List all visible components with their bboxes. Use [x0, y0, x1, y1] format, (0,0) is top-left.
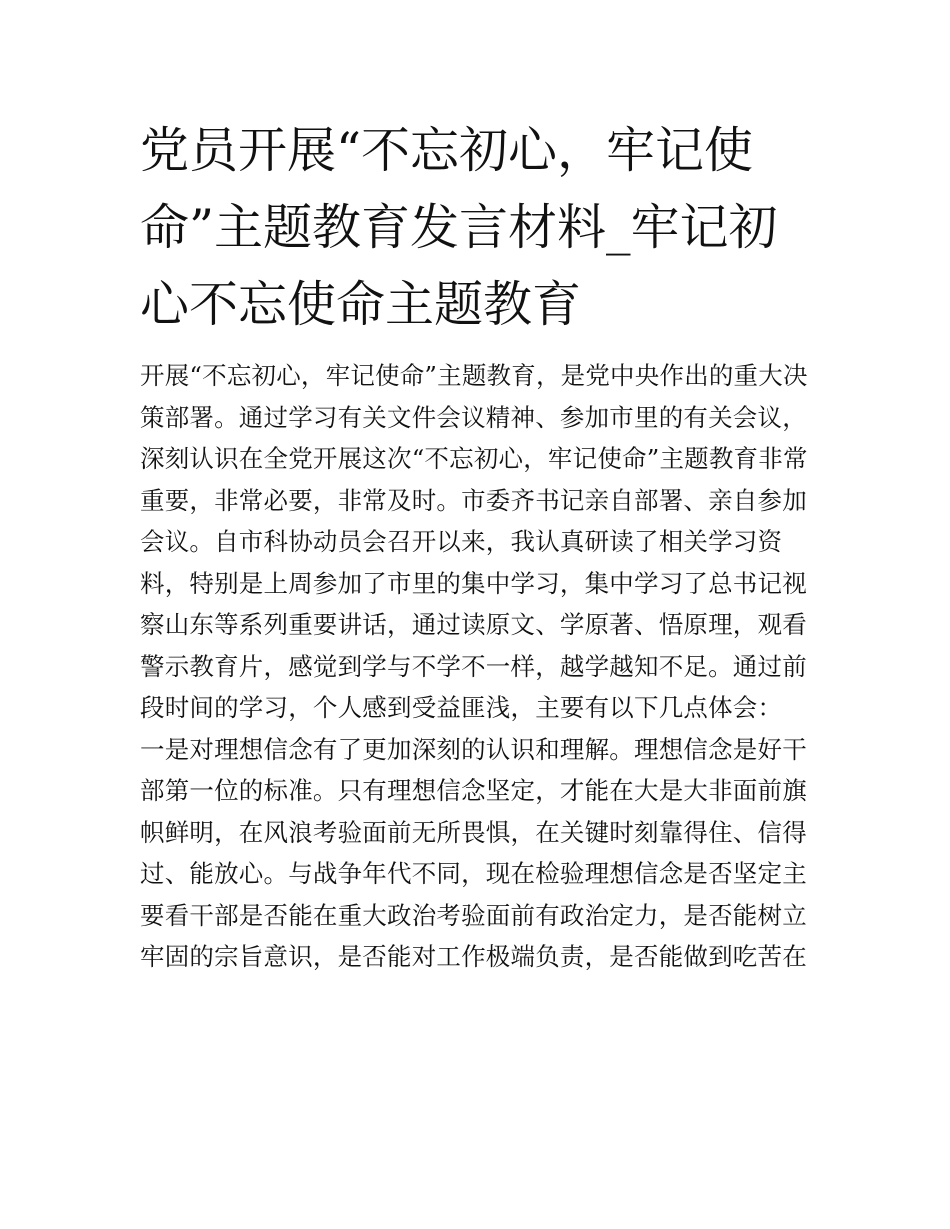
body-line: 段时间的学习，个人感到受益匪浅，主要有以下几点体会： [140, 693, 783, 722]
body-line: 部第一位的标准。只有理想信念坚定，才能在大是大非面前旗 [140, 776, 807, 805]
title-line: 心不忘使命主题教育 [140, 276, 582, 333]
body-line: 深刻认识在全党开展这次“不忘初心，牢记使命”主题教育非常 [140, 444, 808, 473]
document-body [140, 355, 820, 978]
body-line: 要看干部是否能在重大政治考验面前有政治定力，是否能树立 [140, 900, 807, 930]
title-line: 命”主题教育发言材料_牢记初 [140, 199, 778, 256]
body-line: 一是对理想信念有了更加深刻的认识和理解。理想信念是好干 [140, 734, 807, 764]
body-line: 策部署。通过学习有关文件会议精神、参加市里的有关会议， [140, 402, 807, 432]
body-line: 重要，非常必要，非常及时。市委齐书记亲自部署、亲自参加 [140, 485, 807, 515]
body-line: 帜鲜明，在风浪考验面前无所畏惧，在关键时刻靠得住、信得 [140, 817, 807, 847]
body-line: 开展“不忘初心，牢记使命”主题教育，是党中央作出的重大决 [140, 361, 808, 390]
body-line: 牢固的宗旨意识，是否能对工作极端负责，是否能做到吃苦在 [140, 942, 807, 971]
body-line: 料，特别是上周参加了市里的集中学习，集中学习了总书记视 [140, 568, 807, 598]
body-line: 警示教育片，感觉到学与不学不一样，越学越知不足。通过前 [140, 651, 807, 681]
body-line: 察山东等系列重要讲话，通过读原文、学原著、悟原理，观看 [140, 610, 807, 639]
body-line: 过、能放心。与战争年代不同，现在检验理想信念是否坚定主 [140, 859, 807, 888]
document-title [140, 112, 810, 343]
body-line: 会议。自市科协动员会召开以来，我认真研读了相关学习资 [140, 527, 783, 556]
title-line: 党员开展“不忘初心，牢记使 [140, 122, 754, 179]
